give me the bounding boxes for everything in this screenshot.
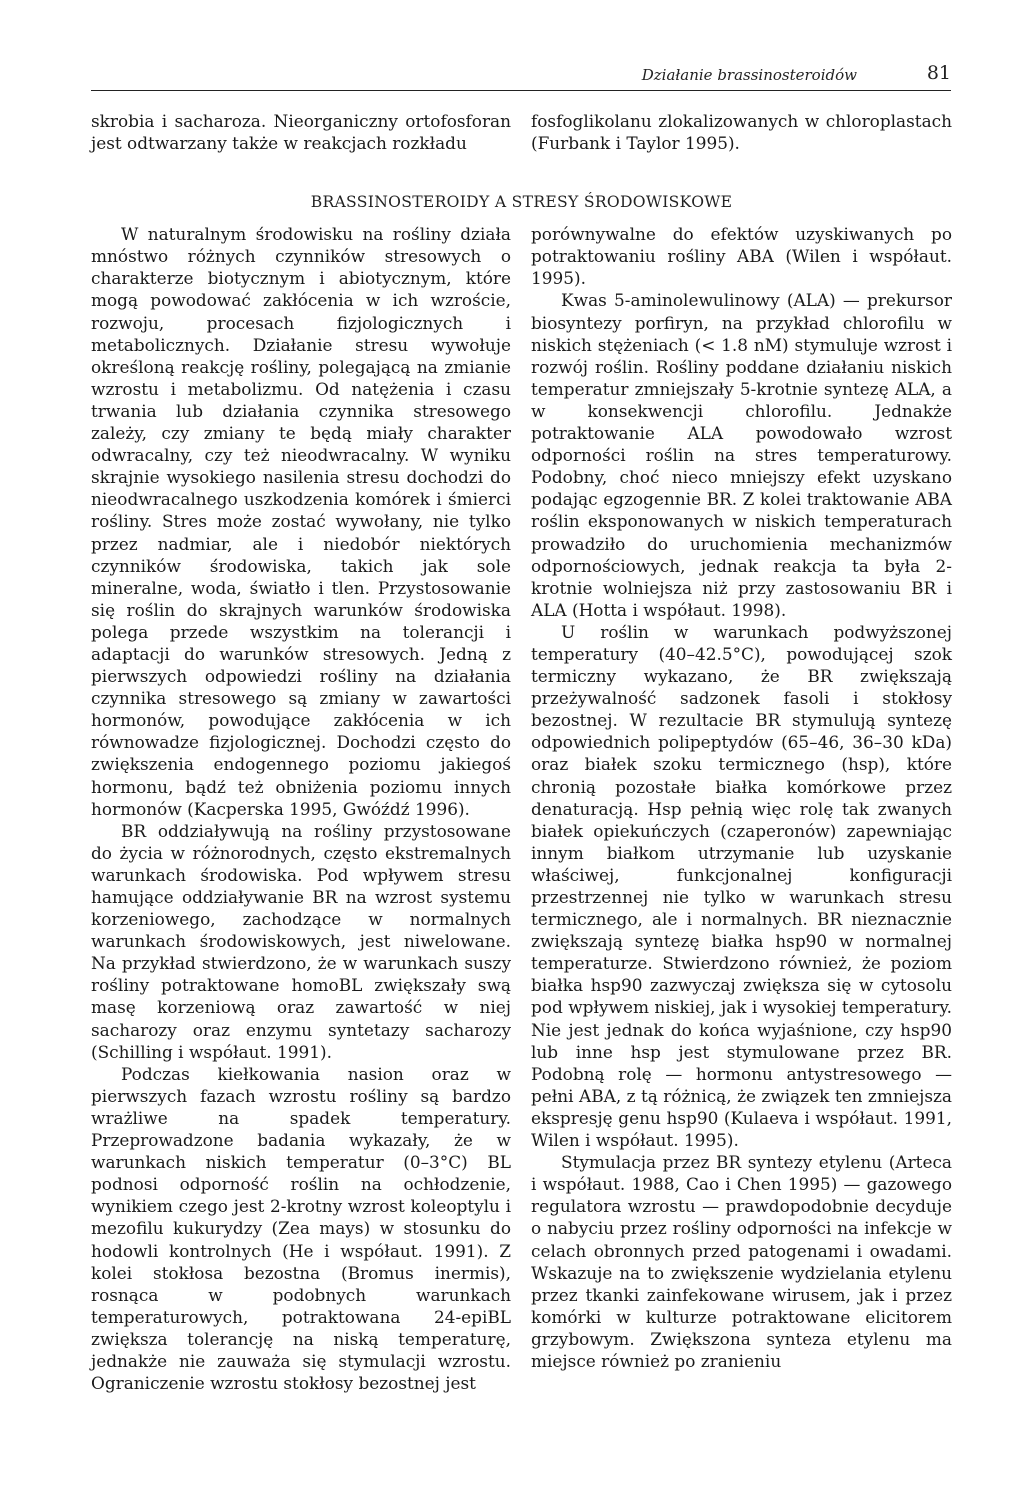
- right-top-paragraph: fosfoglikolanu zlokalizowanych w chloroplastach (Furbank i Taylor 1995).: [531, 111, 952, 154]
- section-heading: BRASSINOSTEROIDY A STRESY ŚRODOWISKOWE: [310, 193, 733, 211]
- page-number: 81: [926, 62, 951, 84]
- right-paragraph-4: Stymulacja przez BR syntezy etylenu (Arteca i współaut. 1988, Cao i Chen 1995) — gazowego regulatora wzrostu — prawdopodobnie decyduje o nabyciu przez rośliny odporności na infekcje w celach obronnych przed patogenami i owadami. Wskazuje na to zwiększenie wydzielania etylenu przez tkanki zainfekowane wirusem, jak i przez komórki w kulturze potraktowane elicitorem grzybowym. Zwiększona synteza etylenu ma miejsce również po zranieniu: [531, 1152, 952, 1371]
- left-paragraph-2: BR oddziaływują na rośliny przystosowane do życia w różnorodnych, często ekstremalnych warunkach środowiska. Pod wpływem stresu hamujące oddziaływanie BR na wzrost systemu korzeniowego, zachodzące w normalnych warunkach środowiskowych, jest niwelowane. Na przykład stwierdzono, że w warunkach suszy rośliny potraktowane homoBL zwiększały swą masę korzeniową oraz zawartość w niej sacharozy oraz enzymu syntetazy sacharozy (Schilling i współaut. 1991).: [91, 820, 511, 1062]
- right-paragraph-2: Kwas 5-aminolewulinowy (ALA) — prekursor biosyntezy porfiryn, na przykład chlorofilu w niskich stężeniach (< 1.8 nM) stymuluje wzrost i rozwój roślin. Rośliny poddane działaniu niskich temperatur zmniejszały 5-krotnie syntezę ALA, a w konsekwencji chlorofilu. Jednakże potraktowanie ALA powodowało wzrost odporności roślin na stres temperaturowy. Podobny, choć nieco mniejszy efekt uzyskano podając egzogennie BR. Z kolei traktowanie ABA roślin eksponowanych w niskich temperaturach prowadziło do uruchomienia mechanizmów odpornościowych, jednak reakcja ta była 2-krotnie wolniejsza niż przy zastosowaniu BR i ALA (Hotta i współaut. 1998).: [531, 290, 952, 620]
- left-paragraph-1: W naturalnym środowisku na rośliny działa mnóstwo różnych czynników stresowych o charakterze biotycznym i abiotycznym, które mogą powodować zakłócenia w ich wzroście, rozwoju, procesach fizjologicznych i metabolicznych. Działanie stresu wywołuje określoną reakcję rośliny, polegającą na zmianie wzrostu i metabolizmu. Od natężenia i czasu trwania lub działania czynnika stresowego zależy, czy zmiany te będą miały charakter odwracalny, czy też nieodwracalny. W wyniku skrajnie wysokiego nasilenia stresu dochodzi do nieodwracalnego uszkodzenia komórek i śmierci rośliny. Stres może zostać wywołany, nie tylko przez nadmiar, ale i niedobór niektórych czynników środowiska, takich jak sole mineralne, woda, światło i tlen. Przystosowanie się roślin do skrajnych warunków środowiska polega przede wszystkim na tolerancji i adaptacji do warunków stresowych. Jedną z pierwszych odpowiedzi rośliny na działania czynnika stresowego są zmiany w zawartości hormonów, powodujące zakłócenia w ich równowadze fizjologicznej. Dochodzi często do zwiększenia endogennego poziomu jakiegoś hormonu, bądź też obniżenia poziomu innych hormonów (Kacperska 1995, Gwóźdź 1996).: [91, 224, 511, 819]
- left-top-paragraph: skrobia i sacharoza. Nieorganiczny ortofosforan jest odtwarzany także w reakcjach rozkładu: [91, 111, 511, 154]
- left-paragraph-3: Podczas kiełkowania nasion oraz w pierwszych fazach wzrostu rośliny są bardzo wrażliwe na spadek temperatury. Przeprowadzone badania wykazały, że w warunkach niskich temperatur (0–3°C) BL podnosi odporność roślin na ochłodzenie, wynikiem czego jest 2-krotny wzrost koleoptylu i mezofilu kukurydzy (Zea mays) w stosunku do hodowli kontrolnych (He i współaut. 1991). Z kolei stokłosa bezostna (Bromus inermis), rosnąca w podobnych warunkach temperaturowych, potraktowana 24-epiBL zwiększa tolerancję na niską temperaturę, jednakże nie zauważa się stymulacji wzrostu. Ograniczenie wzrostu stokłosy bezostnej jest: [91, 1063, 511, 1394]
- right-column: [531, 110, 952, 1372]
- running-title: Działanie brassinosteroidów: [641, 66, 857, 84]
- heading-spacer: [91, 154, 511, 223]
- right-paragraph-1: porównywalne do efektów uzyskiwanych po potraktowaniu rośliny ABA (Wilen i współaut. 1995).: [531, 224, 952, 289]
- left-column: [91, 110, 511, 1394]
- running-header: [91, 64, 951, 91]
- right-paragraph-3: U roślin w warunkach podwyższonej temperatury (40–42.5°C), powodującej szok termiczny wykazano, że BR zwiększają przeżywalność sadzonek fasoli i stokłosy bezostnej. W rezultacie BR stymulują syntezę odpowiednich polipeptydów (65–46, 36–30 kDa) oraz białek szoku termicznego (hsp), które chronią pozostałe białka komórkowe przez denaturacją. Hsp pełnią więc rolę tak zwanych białek opiekuńczych (czaperonów) zapewniając innym białkom utrzymanie lub uzyskanie właściwej, funkcjonalnej konfiguracji przestrzennej nie tylko w warunkach stresu termicznego, ale i normalnych. BR nieznacznie zwiększają syntezę białka hsp90 w normalnej temperaturze. Stwierdzono również, że poziom białka hsp90 zazwyczaj zwiększa się w cytosolu pod wpływem niskiej, jak i wysokiej temperatury. Nie jest jednak do końca wyjaśnione, czy hsp90 lub inne hsp jest stymulowane przez BR. Podobną rolę — hormonu antystresowego — pełni ABA, z tą różnicą, że związek ten zmniejsza ekspresję genu hsp90 (Kulaeva i współaut. 1991, Wilen i współaut. 1995).: [531, 621, 952, 1151]
- heading-spacer: [531, 154, 952, 223]
